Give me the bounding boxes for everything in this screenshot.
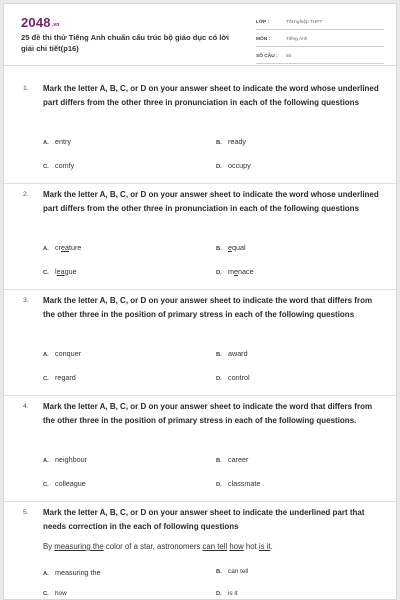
option-text: ready <box>228 137 246 146</box>
option-a[interactable] <box>43 243 81 252</box>
option-text-end: ture <box>69 243 82 252</box>
sentence-part: hot <box>243 542 259 551</box>
logo-suffix: .vn <box>51 22 60 28</box>
sentence-part: . <box>270 542 273 551</box>
option-text: measuring the <box>55 568 101 577</box>
sentence-part: By <box>43 542 55 551</box>
meta-subject <box>256 33 384 47</box>
meta-value: Tốt nghiệp THPT <box>286 20 323 25</box>
option-b[interactable] <box>216 455 248 464</box>
question-text: Mark the letter A, B, C, or D on your answer sheet to indicate the word that differs from the other three in the position of primary stress in each of the following questions <box>43 296 373 319</box>
option-underlined-part: e <box>234 267 238 276</box>
option-c[interactable] <box>43 373 76 382</box>
option-text: can tell <box>228 568 249 575</box>
option-underlined-part: ea <box>61 243 69 252</box>
option-letter: D. <box>216 164 222 170</box>
option-letter: B. <box>216 569 222 575</box>
option-a[interactable] <box>43 455 87 464</box>
sentence-underlined-a: measuring the <box>54 542 104 551</box>
option-letter: B. <box>216 246 222 252</box>
meta-value: 50 <box>286 54 292 59</box>
option-letter: B. <box>216 140 222 146</box>
option-a[interactable] <box>43 349 81 358</box>
option-text: classmate <box>228 479 261 488</box>
question-text: Mark the letter A, B, C, or D on your answer sheet to indicate the word that differs from the other three in the position of primary stress in each of the following questions. <box>43 402 373 425</box>
sentence-underlined-b: can tell <box>202 542 228 551</box>
meta-question-count <box>256 50 384 64</box>
exam-title: 25 đề thi thử Tiếng Anh chuẩn cấu trúc bộ giáo dục có lời giải chi tiết(p16) <box>21 33 229 53</box>
option-c[interactable] <box>43 267 77 276</box>
option-text-end: nace <box>238 267 254 276</box>
meta-key: MÔN : <box>256 37 271 42</box>
option-c[interactable] <box>43 590 67 597</box>
option-text: regard <box>55 373 76 382</box>
option-underlined-part: e <box>228 243 232 252</box>
option-letter: C. <box>43 591 49 597</box>
question-text: Mark the letter A, B, C, or D on your answer sheet to indicate the underlined part that needs correction in the each of following questions <box>43 508 365 531</box>
site-logo[interactable] <box>21 15 60 30</box>
option-text: how <box>55 590 67 597</box>
question-number: 3. <box>23 297 29 304</box>
option-c[interactable] <box>43 479 86 488</box>
option-letter: D. <box>216 376 222 382</box>
exam-meta <box>256 16 384 67</box>
option-letter: D. <box>216 591 222 597</box>
option-text-start: l <box>55 267 57 276</box>
option-text: neighbour <box>55 455 87 464</box>
question-number: 5. <box>23 509 29 516</box>
option-text: occupy <box>228 161 251 170</box>
sentence-underlined-d: is it <box>258 542 271 551</box>
page-header <box>4 4 396 66</box>
option-letter: A. <box>43 140 49 146</box>
option-underlined-part: ea <box>56 267 65 276</box>
option-d[interactable] <box>216 590 238 597</box>
option-text: conquer <box>55 349 81 358</box>
option-text-start: m <box>228 267 234 276</box>
sentence-part: color of a star, astronomers <box>103 542 203 551</box>
option-d[interactable] <box>216 479 260 488</box>
option-a[interactable] <box>43 137 71 146</box>
option-c[interactable] <box>43 161 74 170</box>
meta-key: LỚP : <box>256 20 270 25</box>
option-text-end: gue <box>64 267 77 276</box>
option-text: comfy <box>55 161 75 170</box>
meta-class <box>256 16 384 30</box>
option-text: colleague <box>55 479 86 488</box>
option-letter: C. <box>43 376 49 382</box>
option-text-start: cr <box>55 243 61 252</box>
question <box>4 184 396 290</box>
question <box>4 290 396 396</box>
option-letter: C. <box>43 270 49 276</box>
option-d[interactable] <box>216 161 251 170</box>
question-number: 4. <box>23 403 29 410</box>
option-text: award <box>228 349 248 358</box>
option-b[interactable] <box>216 568 248 575</box>
option-letter: A. <box>43 352 49 358</box>
option-b[interactable] <box>216 137 246 146</box>
question-sentence <box>43 542 273 551</box>
logo-text: 2048 <box>21 15 51 30</box>
question <box>4 396 396 502</box>
option-letter: B. <box>216 458 222 464</box>
option-letter: A. <box>43 246 49 252</box>
option-letter: A. <box>43 458 49 464</box>
exam-page <box>3 3 397 600</box>
option-b[interactable] <box>216 243 246 252</box>
option-letter: C. <box>43 482 49 488</box>
sentence-underlined-c: how <box>229 542 244 551</box>
option-text: is it <box>228 590 238 597</box>
option-b[interactable] <box>216 349 248 358</box>
option-text-end: qual <box>232 243 246 252</box>
option-letter: A. <box>43 571 49 577</box>
option-letter: D. <box>216 270 222 276</box>
option-text: entry <box>55 137 71 146</box>
option-letter: C. <box>43 164 49 170</box>
meta-value: Tiếng Anh <box>286 37 308 42</box>
option-text: career <box>228 455 249 464</box>
option-letter: B. <box>216 352 222 358</box>
option-d[interactable] <box>216 373 250 382</box>
option-text: control <box>228 373 250 382</box>
option-letter: D. <box>216 482 222 488</box>
question-text: Mark the letter A, B, C, or D on your answer sheet to indicate the word whose underlined part differs from the other three in pronunciation in each of the following questions <box>43 84 379 107</box>
question-number: 2. <box>23 191 29 198</box>
question-text: Mark the letter A, B, C, or D on your answer sheet to indicate the word whose underlined part differs from the other three in pronunciation in each of the following questions <box>43 190 379 213</box>
question <box>4 502 396 600</box>
question <box>4 78 396 184</box>
option-a[interactable] <box>43 568 101 577</box>
meta-key: SỐ CÂU : <box>256 54 278 59</box>
question-number: 1. <box>23 85 29 92</box>
option-d[interactable] <box>216 267 254 276</box>
